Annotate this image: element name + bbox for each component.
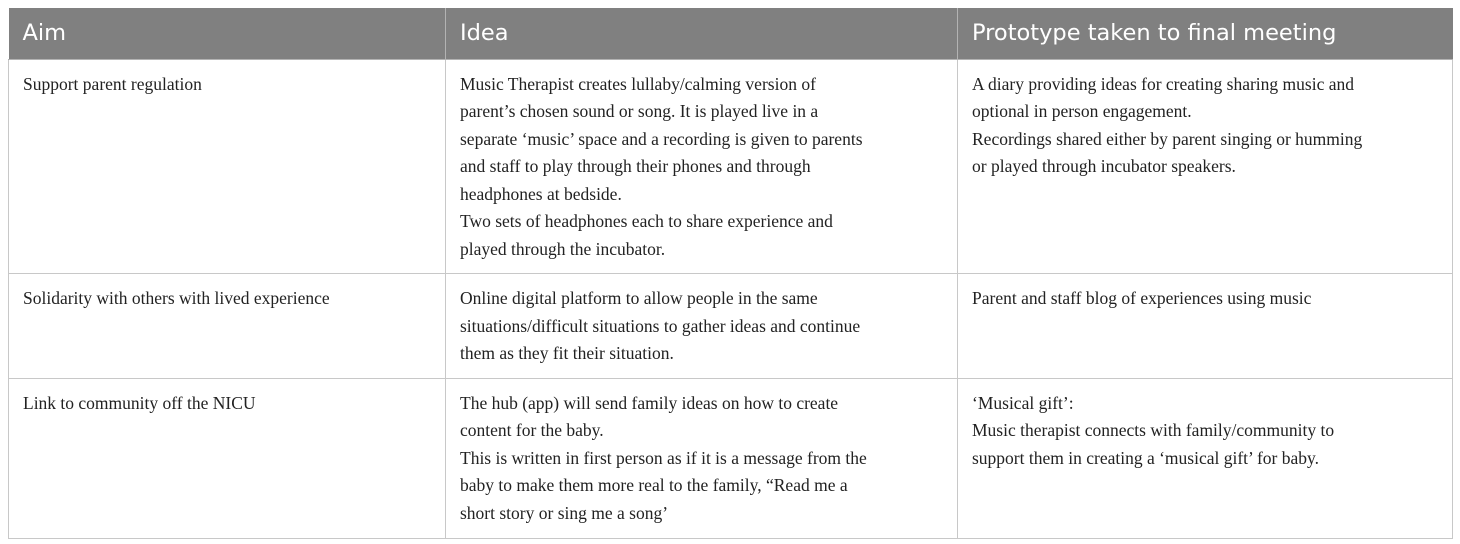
cell-idea: [446, 59, 958, 274]
cell-line: short story or sing me a song’: [460, 502, 669, 523]
header-aim: Aim: [9, 8, 446, 59]
cell-text: Solidarity with others with lived experience: [23, 288, 330, 308]
cell-aim: [9, 378, 446, 538]
table-body: [9, 59, 1453, 538]
cell-aim: [9, 274, 446, 379]
table-header: [9, 8, 1453, 59]
cell-line: situations/difficult situations to gather ideas and continue: [460, 315, 861, 336]
header-idea: Idea: [446, 8, 958, 59]
cell-line: Parent and staff blog of experiences using music: [972, 288, 1312, 308]
cell-line: them as they fit their situation.: [460, 343, 674, 363]
cell-prototype: [958, 378, 1453, 538]
cell-line: parent’s chosen sound or song. It is played live in a: [460, 101, 819, 121]
header-prototype: Prototype taken to final meeting: [958, 8, 1453, 59]
cell-line: Music therapist connects with family/community to: [972, 420, 1335, 440]
cell-line: Online digital platform to allow people in the same: [460, 288, 818, 308]
cell-idea: [446, 274, 958, 379]
cell-line: separate ‘music’ space and a recording is given to parents: [460, 128, 863, 149]
cell-line: Two sets of headphones each to share experience and: [460, 211, 833, 231]
cell-line: content for the baby.: [460, 420, 604, 440]
cell-line: support them in creating a ‘musical gift’ for baby.: [972, 447, 1319, 468]
cell-line: optional in person engagement.: [972, 101, 1192, 121]
cell-line: and staff to play through their phones and through: [460, 156, 811, 176]
cell-line: A diary providing ideas for creating sharing music and: [972, 73, 1354, 94]
cell-text: Link to community off the NICU: [23, 392, 256, 413]
table-row: [9, 378, 1453, 538]
cell-line: ‘Musical gift’:: [972, 392, 1074, 413]
cell-prototype: [958, 274, 1453, 379]
cell-line: played through the incubator.: [460, 238, 666, 259]
table-row: [9, 59, 1453, 274]
cell-line: The hub (app) will send family ideas on how to create: [460, 392, 839, 413]
cell-aim: [9, 59, 446, 274]
cell-line: baby to make them more real to the family, “Read me a: [460, 475, 848, 495]
cell-line: headphones at bedside.: [460, 183, 622, 204]
cell-line: Recordings shared either by parent singing or humming: [972, 128, 1363, 149]
cell-prototype: [958, 59, 1453, 274]
header-row: [9, 8, 1453, 59]
cell-text: Support parent regulation: [23, 73, 202, 94]
table-row: [9, 274, 1453, 379]
cell-line: Music Therapist creates lullaby/calming version of: [460, 73, 816, 94]
cell-idea: [446, 378, 958, 538]
data-table: [8, 8, 1453, 539]
cell-line: This is written in first person as if it is a message from the: [460, 447, 867, 468]
cell-line: or played through incubator speakers.: [972, 156, 1236, 176]
